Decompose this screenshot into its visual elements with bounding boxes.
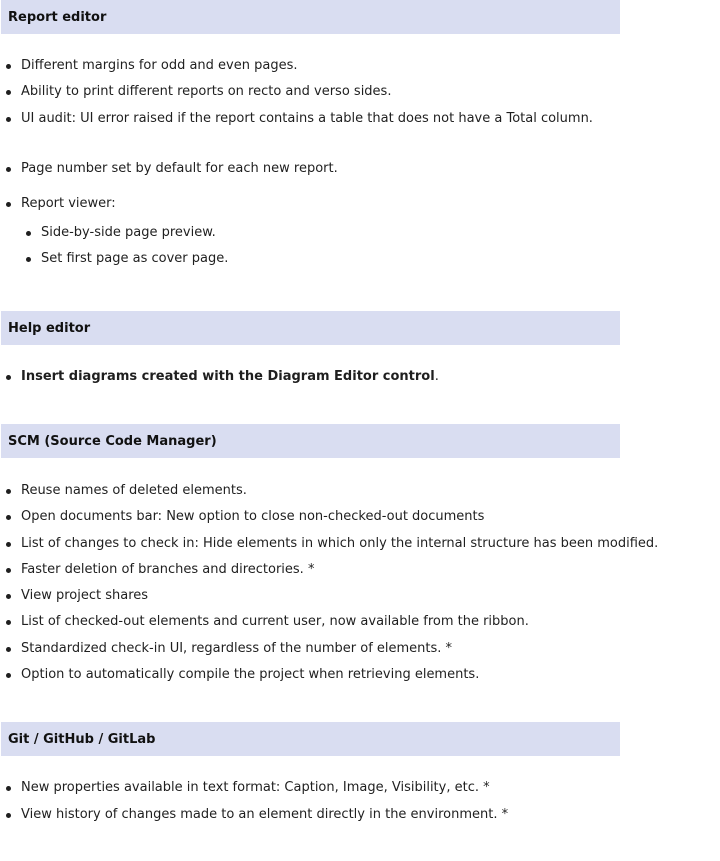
list-item-suffix: . [434, 369, 439, 384]
list-item-text: Standardized check-in UI, regardless of the number of elements. * [21, 641, 453, 656]
bullet-icon [6, 813, 11, 818]
bullet-icon [26, 231, 31, 236]
bullet-icon [6, 786, 11, 791]
bullet-icon [6, 64, 11, 69]
bullet-icon [6, 515, 11, 520]
list-item-text: Page number set by default for each new report. [21, 161, 338, 176]
list-item-text: Ability to print different reports on recto and verso sides. [21, 84, 392, 99]
list-item-text: Faster deletion of branches and directories. * [21, 562, 315, 577]
bullet-icon [6, 375, 11, 380]
bullet-icon [6, 568, 11, 573]
bullet-icon [6, 673, 11, 678]
list-item-text: List of changes to check in: Hide elements in which only the internal structure has been modified. [21, 536, 659, 551]
list-item-text: Reuse names of deleted elements. [21, 483, 247, 498]
section-header-scm: SCM (Source Code Manager) [1, 424, 620, 458]
bullet-icon [26, 257, 31, 262]
list-item-bold-text: Insert diagrams created with the Diagram Editor control [21, 369, 435, 384]
list-item-text: Open documents bar: New option to close non-checked-out documents [21, 509, 485, 524]
bullet-icon [6, 489, 11, 494]
bullet-icon [6, 647, 11, 652]
list-item-text: New properties available in text format: Caption, Image, Visibility, etc. * [21, 780, 490, 795]
bullet-icon [6, 167, 11, 172]
list-item-text: View history of changes made to an element directly in the environment. * [21, 807, 509, 822]
section-header-report-editor: Report editor [1, 0, 620, 34]
list-item-text: Option to automatically compile the project when retrieving elements. [21, 667, 480, 682]
bullet-icon [6, 620, 11, 625]
sub-list-item-text: Side-by-side page preview. [41, 225, 216, 240]
sub-list-item-text: Set first page as cover page. [41, 251, 229, 266]
bullet-icon [6, 117, 11, 122]
bullet-icon [6, 542, 11, 547]
list-item-text: UI audit: UI error raised if the report contains a table that does not have a Total column. [21, 111, 593, 126]
bullet-icon [6, 594, 11, 599]
bullet-icon [6, 90, 11, 95]
list-item-text [21, 368, 439, 386]
list-item-text: List of checked-out elements and current user, now available from the ribbon. [21, 614, 529, 629]
bullet-icon [6, 202, 11, 207]
list-item-text: Different margins for odd and even pages. [21, 58, 298, 73]
section-header-help-editor: Help editor [1, 311, 620, 345]
list-item-text: Report viewer: [21, 196, 116, 211]
section-header-git: Git / GitHub / GitLab [1, 722, 620, 756]
list-item-text: View project shares [21, 588, 149, 603]
